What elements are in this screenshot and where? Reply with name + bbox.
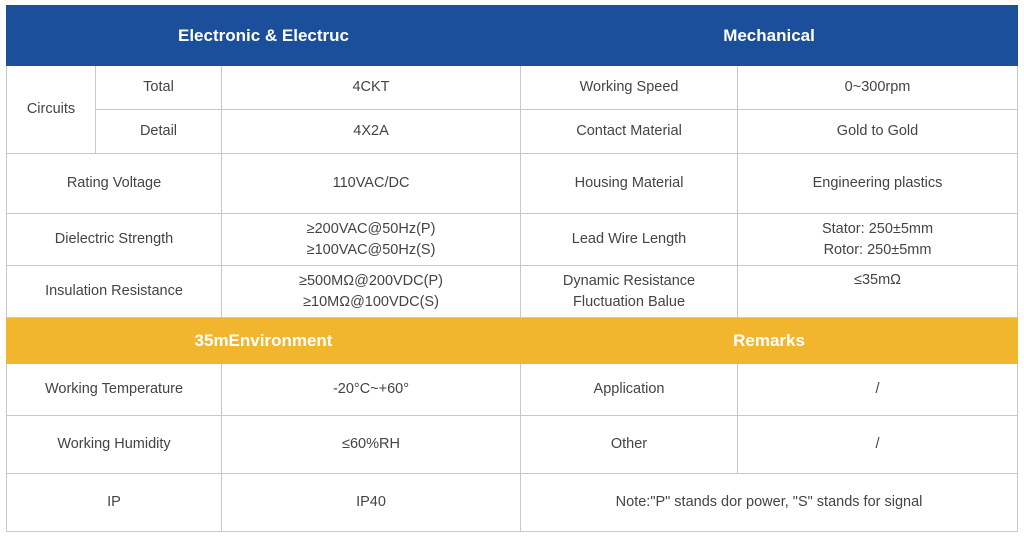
insulation-resistance-label: Insulation Resistance (7, 266, 222, 318)
other-label: Other (521, 416, 738, 474)
housing-material-value: Engineering plastics (738, 154, 1018, 214)
dielectric-strength-label: Dielectric Strength (7, 214, 222, 266)
table-row (7, 474, 1018, 532)
housing-material-label: Housing Material (521, 154, 738, 214)
application-label: Application (521, 364, 738, 416)
rating-voltage-value: 110VAC/DC (222, 154, 521, 214)
working-temperature-value: -20°C~+60° (222, 364, 521, 416)
dielectric-strength-value (222, 214, 521, 266)
dynamic-resistance-label-line1: Dynamic Resistance (562, 272, 696, 289)
table-row (7, 154, 1018, 214)
working-humidity-value: ≤60%RH (222, 416, 521, 474)
circuits-total-value: 4CKT (222, 66, 521, 110)
working-speed-value: 0~300rpm (738, 66, 1018, 110)
table-row (7, 66, 1018, 110)
application-value: / (738, 364, 1018, 416)
working-humidity-label: Working Humidity (7, 416, 222, 474)
lead-wire-length-value (738, 214, 1018, 266)
table-row (7, 110, 1018, 154)
spec-table-container (6, 5, 1018, 532)
table-row (7, 266, 1018, 318)
electronic-section-header: Electronic & Electruc (7, 6, 521, 66)
circuits-detail-label: Detail (96, 110, 222, 154)
table-row (7, 416, 1018, 474)
insulation-resistance-value (222, 266, 521, 318)
table-row (7, 364, 1018, 416)
spec-table (6, 5, 1018, 532)
dynamic-resistance-label-line2: Fluctuation Balue (572, 293, 686, 310)
working-speed-label: Working Speed (521, 66, 738, 110)
dielectric-strength-power: ≥200VAC@50Hz(P) (306, 220, 436, 237)
insulation-resistance-power: ≥500MΩ@200VDC(P) (299, 272, 443, 289)
lead-wire-rotor: Rotor: 250±5mm (823, 241, 932, 258)
ip-label: IP (7, 474, 222, 532)
lead-wire-length-label: Lead Wire Length (521, 214, 738, 266)
contact-material-value: Gold to Gold (738, 110, 1018, 154)
circuits-detail-value: 4X2A (222, 110, 521, 154)
table-row (7, 214, 1018, 266)
dynamic-resistance-label (521, 266, 738, 318)
environment-section-header: 35mEnvironment (7, 318, 521, 364)
mechanical-section-header: Mechanical (521, 6, 1018, 66)
insulation-resistance-signal: ≥10MΩ@100VDC(S) (303, 293, 439, 310)
dielectric-strength-signal: ≥100VAC@50Hz(S) (306, 241, 436, 258)
working-temperature-label: Working Temperature (7, 364, 222, 416)
rating-voltage-label: Rating Voltage (7, 154, 222, 214)
lead-wire-stator: Stator: 250±5mm (821, 220, 934, 237)
circuits-label: Circuits (7, 66, 96, 154)
signal-note: Note:"P" stands dor power, "S" stands for signal (521, 474, 1018, 532)
dynamic-resistance-value: ≤35mΩ (738, 266, 1018, 318)
remarks-section-header: Remarks (521, 318, 1018, 364)
ip-value: IP40 (222, 474, 521, 532)
contact-material-label: Contact Material (521, 110, 738, 154)
other-value: / (738, 416, 1018, 474)
circuits-total-label: Total (96, 66, 222, 110)
section-header-row-top (7, 6, 1018, 66)
section-header-row-bottom (7, 318, 1018, 364)
